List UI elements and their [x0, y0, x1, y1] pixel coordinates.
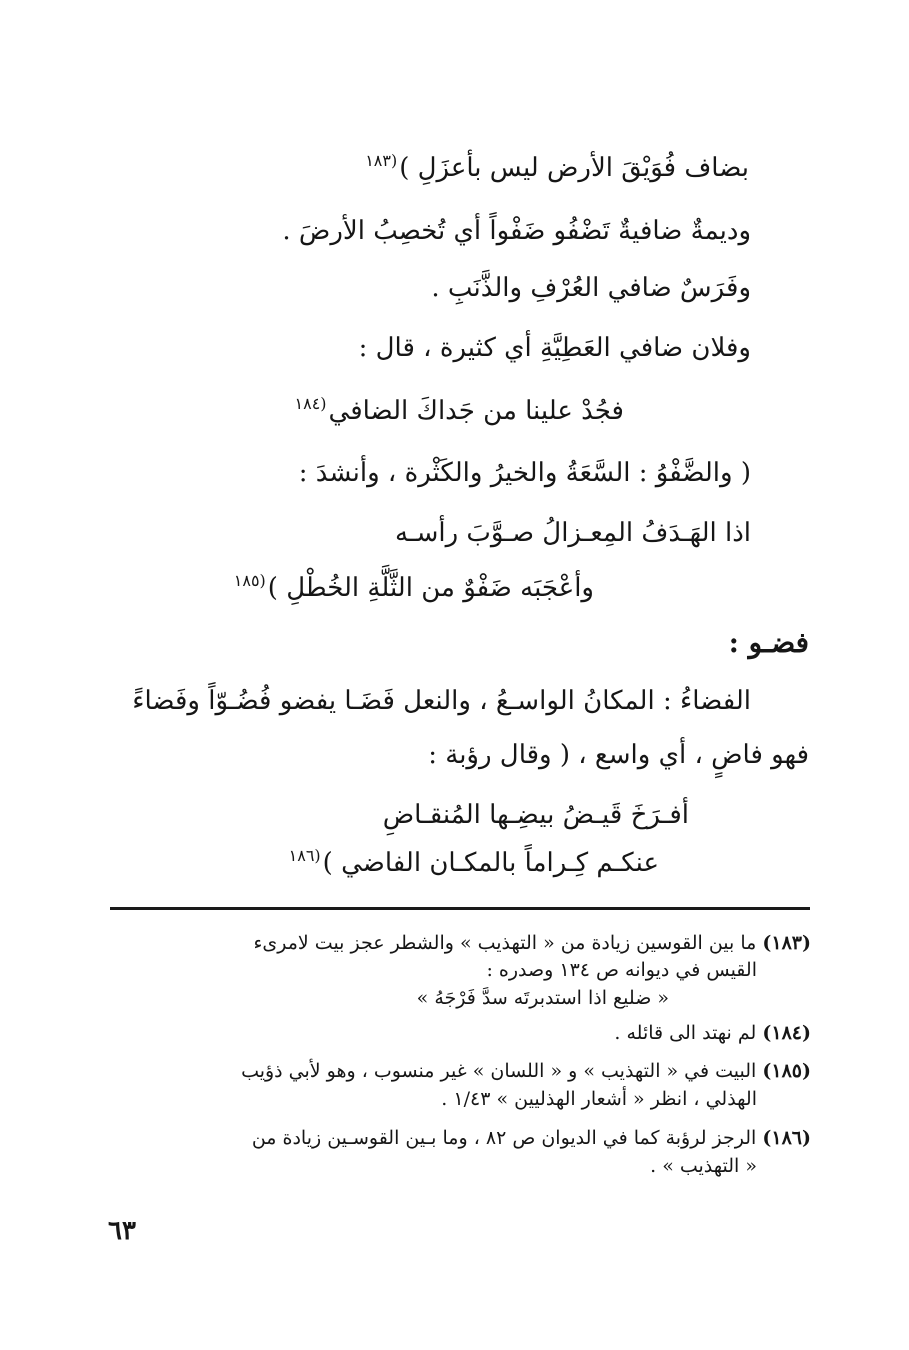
poem-line: وأعْجَبَه ضَفْوٌ من الثَّلَّةِ الخُطْلِ )$^{(١٨٥}$: [233, 571, 594, 603]
section-heading: فضـو :: [728, 626, 809, 659]
text-line: وديمةٌ ضافيةٌ تَضْفُو ضَفْواً أي تُخصِبُ الأرضَ .: [282, 216, 751, 246]
footnote-number: (١٨٥): [762, 1060, 811, 1082]
footnote-number: (١٨٤): [762, 1022, 811, 1044]
poem-line: فجُدْ علينا من جَداكَ الضافي$^{(١٨٤}$: [294, 394, 624, 426]
footnote-line: الهذلي ، انظر « أشعار الهذليين » ١/٤٣ .: [441, 1088, 757, 1110]
poem-line: بضاف فُوَيْقَ الأرض ليس بأعزَلِ )$^{(١٨٣}$: [365, 151, 749, 183]
footnote-line: القيس في ديوانه ص ١٣٤ وصدره :: [486, 959, 757, 981]
paragraph-line: فهو فاضٍ ، أي واسع ، ( وقال رؤبة :: [428, 740, 809, 770]
paragraph-line: الفضاءُ : المكانُ الواسـعُ ، والنعل فَضَـا يفضو فُضُـوّاً وفَضاءً: [132, 686, 751, 716]
page-number: ٦٣: [108, 1216, 136, 1246]
verse-line: عنكـم كِـراماً بالمكـان الفاضي )$^{(١٨٦}$: [288, 846, 659, 878]
footnote-ref: (١٨٦: [288, 846, 321, 866]
text-line: وفلان ضافي العَطِيَّةِ أي كثيرة ، قال :: [358, 333, 751, 363]
text-line: وفَرَسٌ ضافي العُرْفِ والذَّنَبِ .: [431, 273, 751, 303]
footnote-divider: [110, 907, 810, 910]
footnote-184: (١٨٤) لم نهتد الى قائله .: [614, 1022, 811, 1044]
footnote-number: (١٨٦): [762, 1127, 811, 1149]
verse-line: أفـرَخَ قَيـضُ بيضِـها المُنقـاضِ: [382, 800, 689, 830]
text-line: ( والضَّفْوُ : السَّعَةُ والخيرُ والكَثْرة ، وأنشدَ :: [298, 458, 751, 488]
footnote-line: « التهذيب » .: [650, 1155, 757, 1177]
footnote-185: (١٨٥) البيت في « التهذيب » و « اللسان » غير منسوب ، وهو لأبي ذؤيب: [241, 1060, 811, 1082]
footnote-ref: (١٨٤: [294, 394, 327, 414]
footnote-line: « ضليع اذا استدبرتَه سدَّ فَرْجَهُ »: [416, 987, 669, 1009]
footnote-ref: (١٨٣: [365, 151, 398, 171]
footnote-186: (١٨٦) الرجز لرؤبة كما في الديوان ص ٨٢ ، وما بـين القوسـين زيادة من: [251, 1127, 811, 1149]
poem-line: اذا الهَـدَفُ المِعـزالُ صـوَّبَ رأسـه: [395, 518, 751, 548]
footnote-number: (١٨٣): [762, 932, 811, 954]
footnote-ref: (١٨٥: [233, 571, 266, 591]
footnote-183: (١٨٣) ما بين القوسين زيادة من « التهذيب » والشطر عجز بيت لامرىء: [253, 932, 811, 954]
